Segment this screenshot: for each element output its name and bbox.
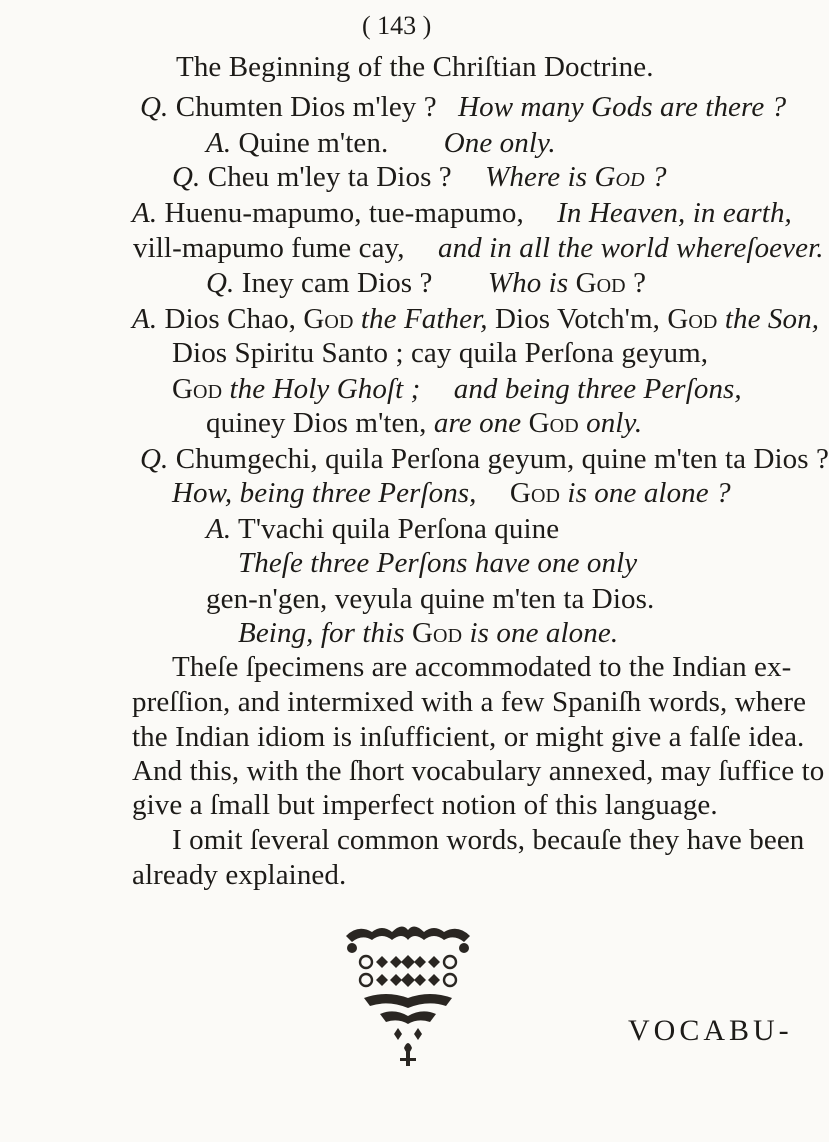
paragraph-1-line-5: give a ſmall but imperfect notion of this language. bbox=[132, 789, 718, 821]
answer-label: A. bbox=[132, 197, 158, 229]
english-text: the Father, bbox=[360, 303, 488, 335]
question-1 bbox=[140, 90, 786, 124]
answer-3-line-2: Dios Spiritu Santo ; cay quila Perſona geyum, bbox=[172, 337, 709, 369]
god-small-caps: God bbox=[509, 477, 561, 509]
mapuche-text: Iney cam Dios ? bbox=[241, 267, 433, 299]
answer-4-line-2: Theſe three Perſons have one only bbox=[238, 547, 638, 579]
english-text: Who is bbox=[487, 267, 569, 299]
english-text: Being, for this bbox=[238, 617, 405, 649]
paragraph-1-line-4: And this, with the ſhort vocabulary annexed, may ſuffice to bbox=[132, 755, 825, 787]
printers-ornament-icon bbox=[338, 922, 478, 1072]
english-text: and in all the world whereſoever. bbox=[437, 232, 824, 264]
mapuche-text: T'vachi quila Perſona quine bbox=[238, 513, 560, 545]
paragraph-1-line-2: preſſion, and intermixed with a few Spaniſh words, where bbox=[132, 686, 807, 718]
english-text: only. bbox=[586, 407, 643, 439]
english-text: In Heaven, in earth, bbox=[557, 197, 792, 229]
paragraph-2-line-1: I omit ſeveral common words, becauſe they have been bbox=[172, 824, 805, 856]
english-text: One only. bbox=[443, 127, 556, 159]
question-label: Q. bbox=[140, 91, 169, 123]
mapuche-text: Quine m'ten. bbox=[238, 127, 389, 159]
english-text: the Holy Ghoſt ; bbox=[229, 373, 421, 405]
answer-label: A. bbox=[132, 303, 158, 335]
god-small-caps: God bbox=[172, 373, 223, 405]
page-number: ( 143 ) bbox=[362, 11, 432, 40]
mapuche-text: Huenu-mapumo, tue-mapumo, bbox=[164, 197, 524, 229]
page-title: The Beginning of the Chriſtian Doctrine. bbox=[176, 51, 654, 83]
mapuche-text: vill-mapumo fume cay, bbox=[133, 232, 405, 264]
question-4-line-2 bbox=[172, 476, 731, 510]
answer-1 bbox=[206, 126, 556, 160]
god-small-caps: God ? bbox=[575, 267, 647, 299]
english-text: are one bbox=[433, 407, 522, 439]
god-small-caps: God bbox=[667, 303, 718, 335]
mapuche-text: Chumten Dios m'ley ? bbox=[175, 91, 437, 123]
english-text: the Son, bbox=[724, 303, 820, 335]
answer-label: A. bbox=[206, 127, 232, 159]
mapuche-text: quiney Dios m'ten, bbox=[206, 407, 427, 439]
paragraph-2-line-2: already explained. bbox=[132, 859, 347, 891]
mapuche-text: Dios Votch'm, bbox=[495, 303, 660, 335]
answer-label: A. bbox=[206, 513, 232, 545]
english-text: How, being three Perſons, bbox=[172, 477, 477, 509]
answer-4-line-1 bbox=[206, 512, 559, 546]
question-label: Q. bbox=[172, 161, 201, 193]
english-text: and being three Perſons, bbox=[453, 373, 742, 405]
question-label: Q. bbox=[140, 443, 169, 475]
god-small-caps: God bbox=[303, 303, 354, 335]
mapuche-text: Chumgechi, quila Perſona geyum, quine m'ten ta Dios ? bbox=[175, 443, 829, 475]
question-2 bbox=[172, 160, 667, 194]
god-small-caps: God bbox=[528, 407, 579, 439]
question-4-line-1 bbox=[140, 442, 829, 476]
english-text: Where is bbox=[485, 161, 588, 193]
answer-2-line-2 bbox=[133, 231, 824, 265]
answer-3-line-3 bbox=[172, 372, 742, 406]
question-3 bbox=[206, 266, 646, 300]
catchword: VOCABU- bbox=[628, 1014, 793, 1047]
god-small-caps: God ? bbox=[594, 161, 667, 193]
english-text: How many Gods are there ? bbox=[458, 91, 787, 123]
mapuche-text: Cheu m'ley ta Dios ? bbox=[207, 161, 452, 193]
paragraph-1-line-3: the Indian idiom is inſufficient, or might give a falſe idea. bbox=[132, 721, 805, 753]
answer-3-line-4 bbox=[206, 406, 642, 440]
god-small-caps: God bbox=[412, 617, 463, 649]
answer-2-line-1 bbox=[132, 196, 792, 230]
paragraph-1-line-1: Theſe ſpecimens are accommodated to the Indian ex- bbox=[172, 651, 792, 683]
question-label: Q. bbox=[206, 267, 235, 299]
english-text: is one alone ? bbox=[567, 477, 731, 509]
english-text: is one alone. bbox=[469, 617, 619, 649]
answer-4-line-4 bbox=[238, 616, 618, 650]
mapuche-text: Dios Chao, bbox=[164, 303, 297, 335]
answer-3-line-1 bbox=[132, 302, 819, 336]
answer-4-line-3: gen-n'gen, veyula quine m'ten ta Dios. bbox=[206, 583, 655, 615]
